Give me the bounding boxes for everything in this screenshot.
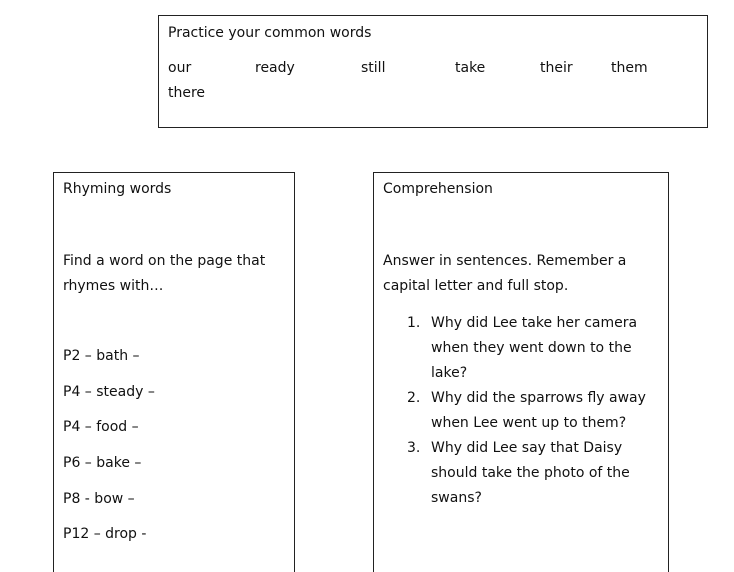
common-word: take	[455, 60, 486, 76]
question-number: 3.	[407, 440, 421, 456]
common-words-box	[158, 15, 708, 128]
common-word: our	[168, 60, 192, 76]
comprehension-instruction: Answer in sentences. Remember a capital letter and full stop.	[383, 253, 627, 294]
rhyme-item: P2 – bath –	[63, 348, 140, 364]
question-list	[383, 311, 663, 511]
common-word: their	[540, 60, 573, 76]
rhyme-item: P4 – steady –	[63, 384, 155, 400]
common-word: there	[168, 85, 206, 101]
question-number: 1.	[407, 315, 421, 331]
question-item	[383, 311, 663, 386]
rhyme-item: P6 – bake –	[63, 455, 142, 471]
question-item	[383, 436, 663, 511]
question-text: Why did the sparrows fly away when Lee went up to them?	[431, 390, 646, 431]
rhyming-instruction: Find a word on the page that rhymes with…	[63, 253, 266, 294]
rhyming-words-box	[53, 172, 295, 572]
question-text: Why did Lee say that Daisy should take the photo of the swans?	[431, 440, 630, 506]
question-number: 2.	[407, 390, 421, 406]
rhyme-item: P4 – food –	[63, 419, 139, 435]
comprehension-title: Comprehension	[383, 181, 493, 197]
rhyme-item: P12 – drop -	[63, 526, 147, 542]
comprehension-box	[373, 172, 669, 572]
rhyming-title: Rhyming words	[63, 181, 172, 197]
common-word: them	[611, 60, 648, 76]
question-item	[383, 386, 663, 436]
common-word: ready	[255, 60, 295, 76]
question-text: Why did Lee take her camera when they went down to the lake?	[431, 315, 638, 381]
rhyme-item: P8 - bow –	[63, 491, 135, 507]
common-words-title: Practice your common words	[168, 25, 372, 41]
common-word: still	[361, 60, 386, 76]
